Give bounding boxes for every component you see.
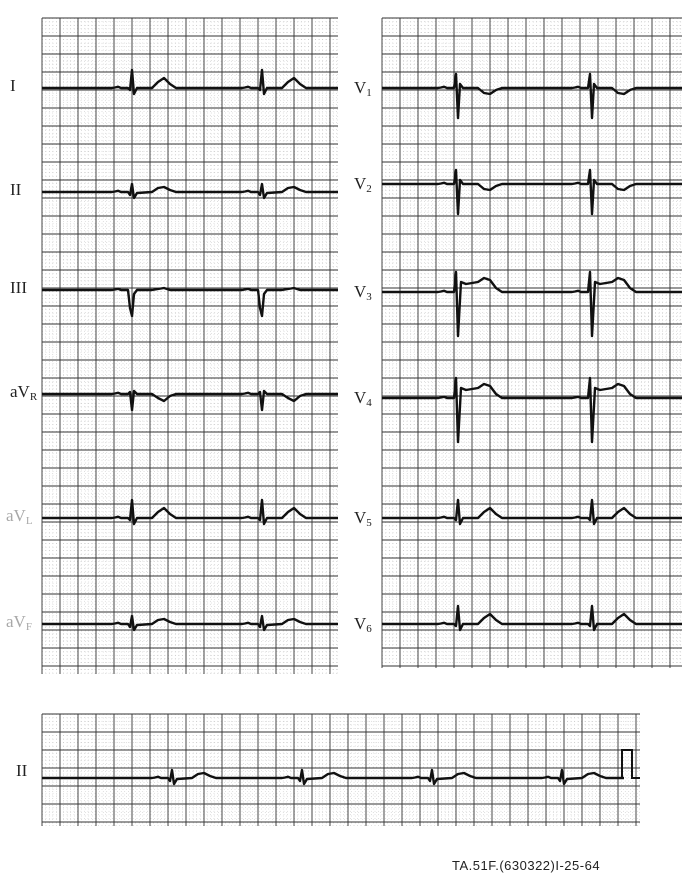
trace-V1 [382, 74, 682, 118]
lead-label-V5: V5 [354, 508, 372, 529]
lead-label-aVR: aVR [10, 382, 38, 403]
lead-label-aVL: aVL [6, 506, 33, 527]
lead-label-II: II [10, 180, 22, 199]
trace-V2 [382, 170, 682, 214]
record-caption: TA.51F.(630322)I-25-64 [452, 858, 601, 873]
calibration-pulse [622, 750, 640, 778]
rhythm-strip-grid [42, 714, 640, 826]
left-leads-grid [42, 18, 338, 674]
lead-label-rhythm-II: II [16, 761, 28, 780]
trace-V6 [382, 606, 682, 630]
lead-label-V2: V2 [354, 174, 372, 195]
lead-label-aVF: aVF [6, 612, 32, 633]
lead-label-V3: V3 [354, 282, 372, 303]
ecg-grids [42, 18, 682, 826]
trace-rhythm-II [42, 770, 624, 784]
ecg-lead-labels [6, 76, 372, 780]
lead-label-III: III [10, 278, 27, 297]
lead-label-V4: V4 [354, 388, 372, 409]
trace-V3 [382, 272, 682, 336]
right-leads-grid [382, 18, 682, 668]
lead-label-V1: V1 [354, 78, 372, 99]
lead-label-V6: V6 [354, 614, 372, 635]
lead-label-I: I [10, 76, 16, 95]
